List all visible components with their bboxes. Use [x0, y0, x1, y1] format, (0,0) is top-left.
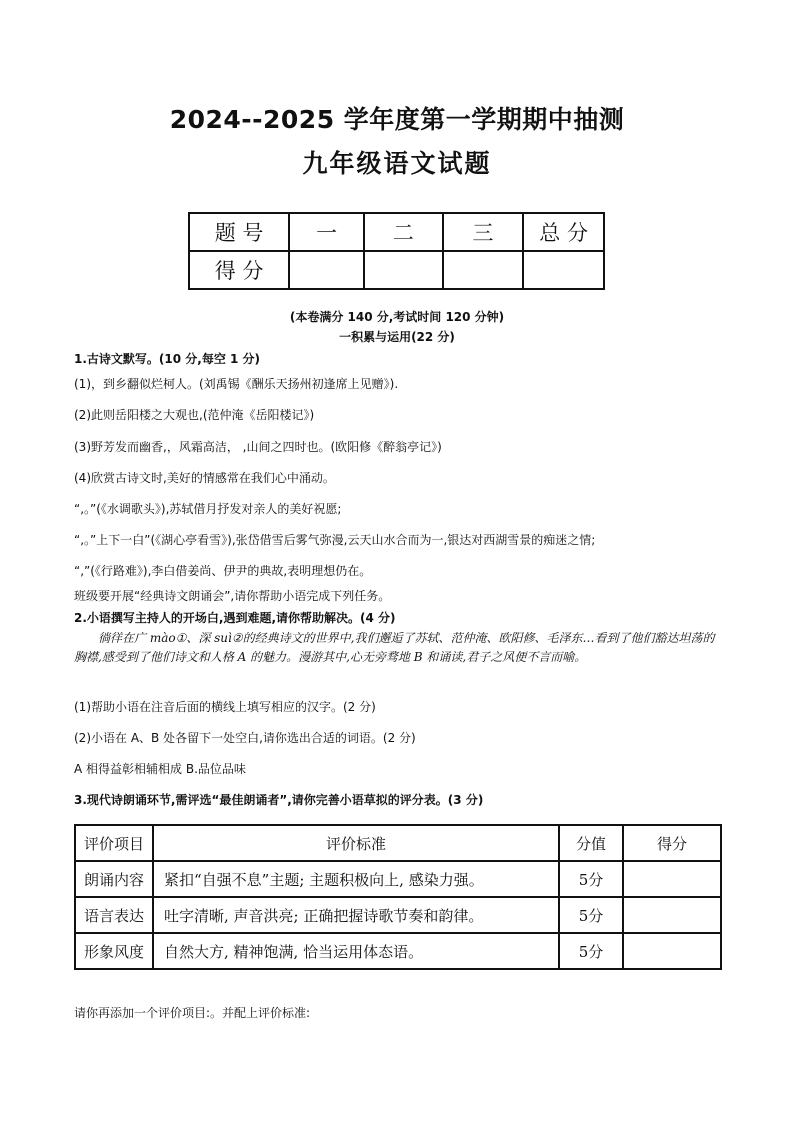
score-table	[188, 212, 605, 290]
eval-value: 5分	[559, 897, 623, 933]
q1-item: “,”(《行路难》),李白借姜尚、伊尹的典故,表明理想仍在。	[74, 564, 372, 578]
q1-item: (2)此则岳阳楼之大观也,(范仲淹《岳阳楼记》)	[74, 408, 315, 422]
score-header-cell: 题 号	[189, 213, 289, 251]
eval-value: 5分	[559, 861, 623, 897]
score-header-cell: 总 分	[523, 213, 604, 251]
eval-score-cell[interactable]	[623, 861, 721, 897]
exam-title: 2024--2025 学年度第一学期期中抽测	[169, 105, 625, 134]
score-table-header-row	[189, 213, 604, 251]
eval-value: 5分	[559, 933, 623, 969]
eval-header-row	[75, 825, 721, 861]
eval-header-cell: 分值	[559, 825, 623, 861]
eval-item: 朗诵内容	[75, 861, 153, 897]
eval-score-cell[interactable]	[623, 933, 721, 969]
q1-item: “,。”(《水调歌头》),苏轼借月抒发对亲人的美好祝愿;	[74, 502, 342, 516]
score-row-label: 得 分	[189, 251, 289, 289]
eval-item: 形象风度	[75, 933, 153, 969]
score-header-cell: 一	[289, 213, 364, 251]
q1-item: (4)欣赏古诗文时,美好的情感常在我们心中涌动。	[74, 471, 335, 485]
q1-item: (1)，到乡翻似烂柯人。(刘禹锡《酬乐天扬州初逢席上见赠》).	[74, 377, 399, 391]
score-header-cell: 三	[443, 213, 524, 251]
evaluation-table	[74, 824, 722, 970]
q2-title: 2.小语撰写主持人的开场白,遇到难题,请你帮助解决。(4 分)	[74, 611, 396, 625]
eval-score-cell[interactable]	[623, 897, 721, 933]
intro-text: 班级要开展“经典诗文朗诵会”,请你帮助小语完成下列任务。	[74, 589, 391, 603]
eval-header-cell: 评价项目	[75, 825, 153, 861]
eval-standard: 吐字清晰, 声音洪亮; 正确把握诗歌节奏和韵律。	[153, 897, 559, 933]
score-cell[interactable]	[289, 251, 364, 289]
q3-title: 3.现代诗朗诵环节,需评选“最佳朗诵者”,请你完善小语草拟的评分表。(3 分)	[74, 793, 484, 807]
q2-sub1: (1)帮助小语在注音后面的横线上填写相应的汉字。(2 分)	[74, 700, 376, 714]
exam-subtitle: 九年级语文试题	[302, 149, 492, 178]
section-title: 一积累与运用(22 分)	[339, 330, 455, 344]
score-cell[interactable]	[443, 251, 524, 289]
eval-item: 语言表达	[75, 897, 153, 933]
score-cell[interactable]	[364, 251, 443, 289]
q1-item: (3)野芳发而幽香,，风霜高洁， ,山间之四时也。(欧阳修《醉翁亭记》)	[74, 440, 442, 454]
eval-header-cell: 评价标准	[153, 825, 559, 861]
score-header-cell: 二	[364, 213, 443, 251]
eval-standard: 自然大方, 精神饱满, 恰当运用体态语。	[153, 933, 559, 969]
eval-row	[75, 897, 721, 933]
exam-info: (本卷满分 140 分,考试时间 120 分钟)	[289, 310, 505, 324]
q3-prompt: 请你再添加一个评价项目:。并配上评价标准:	[74, 1006, 311, 1020]
score-table-score-row	[189, 251, 604, 289]
q2-sub2: (2)小语在 A、B 处各留下一处空白,请你选出合适的词语。(2 分)	[74, 731, 416, 745]
score-cell[interactable]	[523, 251, 604, 289]
q2-options: A 相得益彰相辅相成 B.品位品味	[74, 762, 246, 776]
eval-row	[75, 861, 721, 897]
q1-title: 1.古诗文默写。(10 分,每空 1 分)	[74, 352, 261, 366]
q1-item: “,。”上下一白”(《湖心亭看雪》),张岱借雪后雾气弥漫,云天山水合而为一,银达对西湖雪景的痴迷之情;	[74, 533, 596, 547]
eval-row	[75, 933, 721, 969]
eval-standard: 紧扣“自强不息”主题; 主题积极向上, 感染力强。	[153, 861, 559, 897]
eval-header-cell: 得分	[623, 825, 721, 861]
q2-passage: 徜徉在广 mào①、深 suì②的经典诗文的世界中,我们邂逅了苏轼、范仲淹、欧阳修、毛泽东…看到了他们豁达坦荡的胸襟,感受到了他们诗文和人格 A 的魅力。漫游其中,心无旁骛地 B 和诵读,君子之风便不言而喻。	[74, 631, 715, 664]
